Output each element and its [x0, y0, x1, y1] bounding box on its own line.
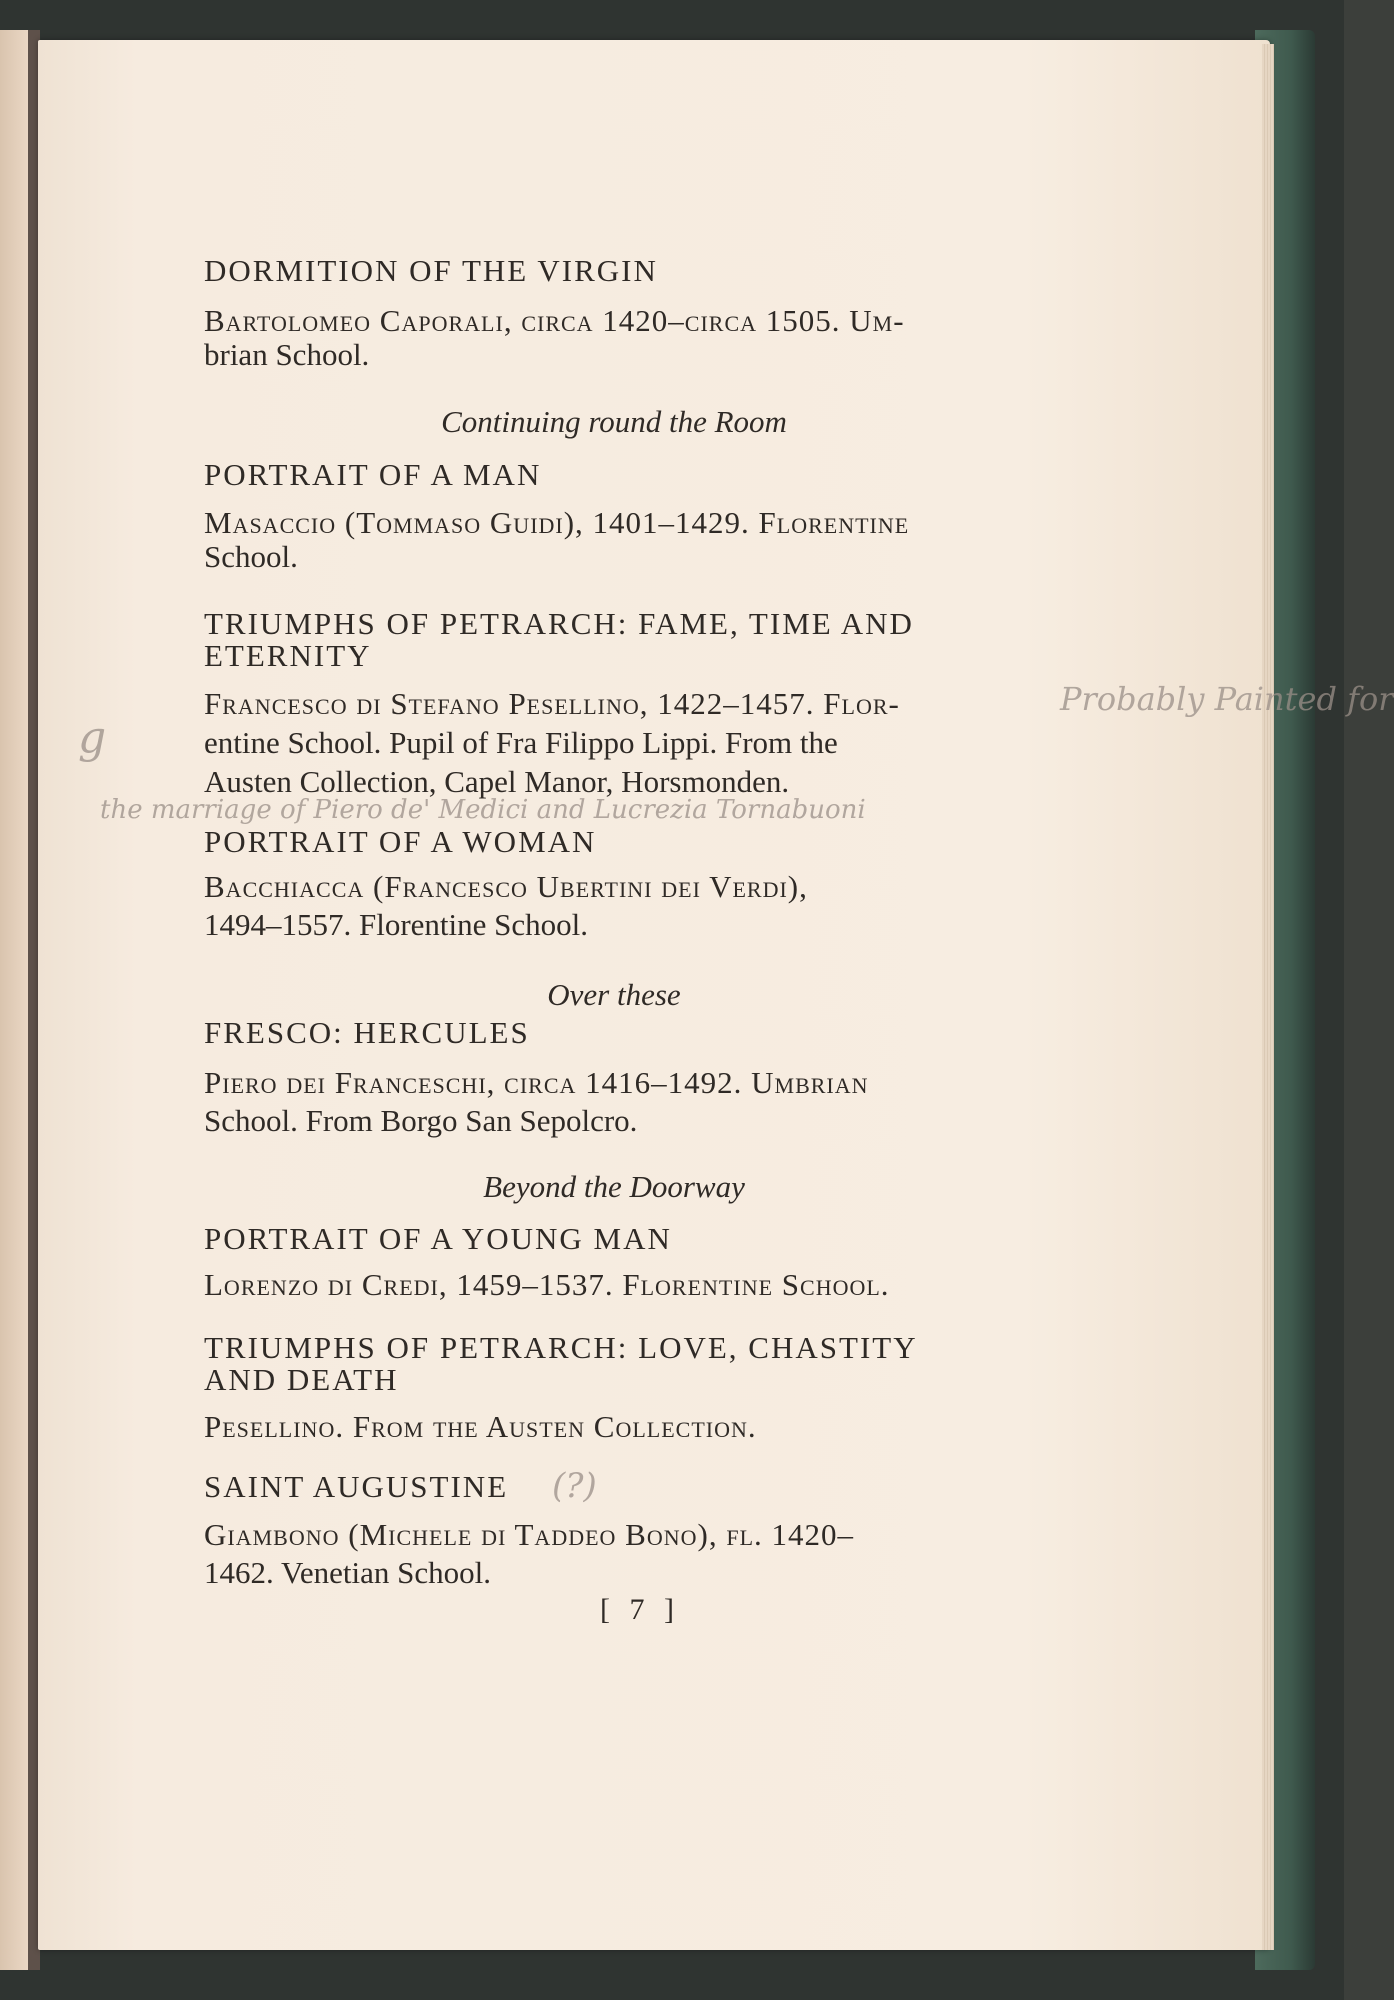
entry-title: FRESCO: HERCULES: [204, 1015, 530, 1050]
entry-attribution-line: Francesco di Stefano Pesellino, 1422–1457. Flor-: [204, 686, 900, 721]
entry-attribution-line: School.: [204, 539, 298, 574]
entry-title: ETERNITY: [204, 638, 372, 673]
entry-attribution-line: Pesellino. From the Austen Collection.: [204, 1409, 757, 1444]
entry-title: PORTRAIT OF A YOUNG MAN: [204, 1221, 672, 1256]
entry-attribution-line: Bacchiacca (Francesco Ubertini dei Verdi),: [204, 869, 808, 904]
entry-attribution-line: entine School. Pupil of Fra Filippo Lippi. From the: [204, 725, 838, 760]
handwritten-annotation: the marriage of Piero de' Medici and Lucrezia Tornabuoni: [100, 795, 866, 825]
entry-attribution-line: brian School.: [204, 337, 370, 372]
entry-attribution-line: 1494–1557. Florentine School.: [204, 907, 589, 942]
entry-title: DORMITION OF THE VIRGIN: [204, 253, 658, 288]
section-heading: Beyond the Doorway: [483, 1169, 745, 1204]
entry-title: PORTRAIT OF A WOMAN: [204, 824, 597, 859]
margin-note-right: Probably Painted for: [1060, 680, 1394, 718]
section-heading: Continuing round the Room: [441, 404, 787, 439]
entry-title: TRIUMPHS OF PETRARCH: FAME, TIME AND: [204, 606, 914, 641]
entry-title: TRIUMPHS OF PETRARCH: LOVE, CHASTITY: [204, 1330, 918, 1365]
entry-title: AND DEATH: [204, 1362, 399, 1397]
entry-attribution-line: School. From Borgo San Sepolcro.: [204, 1103, 638, 1138]
entry-title: SAINT AUGUSTINE: [204, 1469, 509, 1504]
entry-title: PORTRAIT OF A MAN: [204, 457, 542, 492]
page-number: [ 7 ]: [600, 1593, 680, 1626]
margin-note-left: g: [78, 712, 107, 763]
page-block-edges: [1262, 44, 1274, 1950]
entry-attribution-line: 1462. Venetian School.: [204, 1555, 492, 1590]
facing-page-edge: [0, 30, 28, 1970]
entry-attribution-line: Giambono (Michele di Taddeo Bono), fl. 1420–: [204, 1517, 855, 1552]
entry-attribution-line: Masaccio (Tommaso Guidi), 1401–1429. Florentine: [204, 505, 910, 540]
section-heading: Over these: [547, 977, 681, 1012]
handwritten-query-mark: (?): [552, 1466, 597, 1506]
entry-attribution-line: Lorenzo di Credi, 1459–1537. Florentine School.: [204, 1267, 890, 1302]
entry-attribution-line: Piero dei Franceschi, circa 1416–1492. Umbrian: [204, 1065, 869, 1100]
entry-attribution-line: Bartolomeo Caporali, circa 1420–circa 1505. Um-: [204, 303, 905, 338]
entry-attribution-line: Austen Collection, Capel Manor, Horsmonden.: [204, 764, 790, 799]
